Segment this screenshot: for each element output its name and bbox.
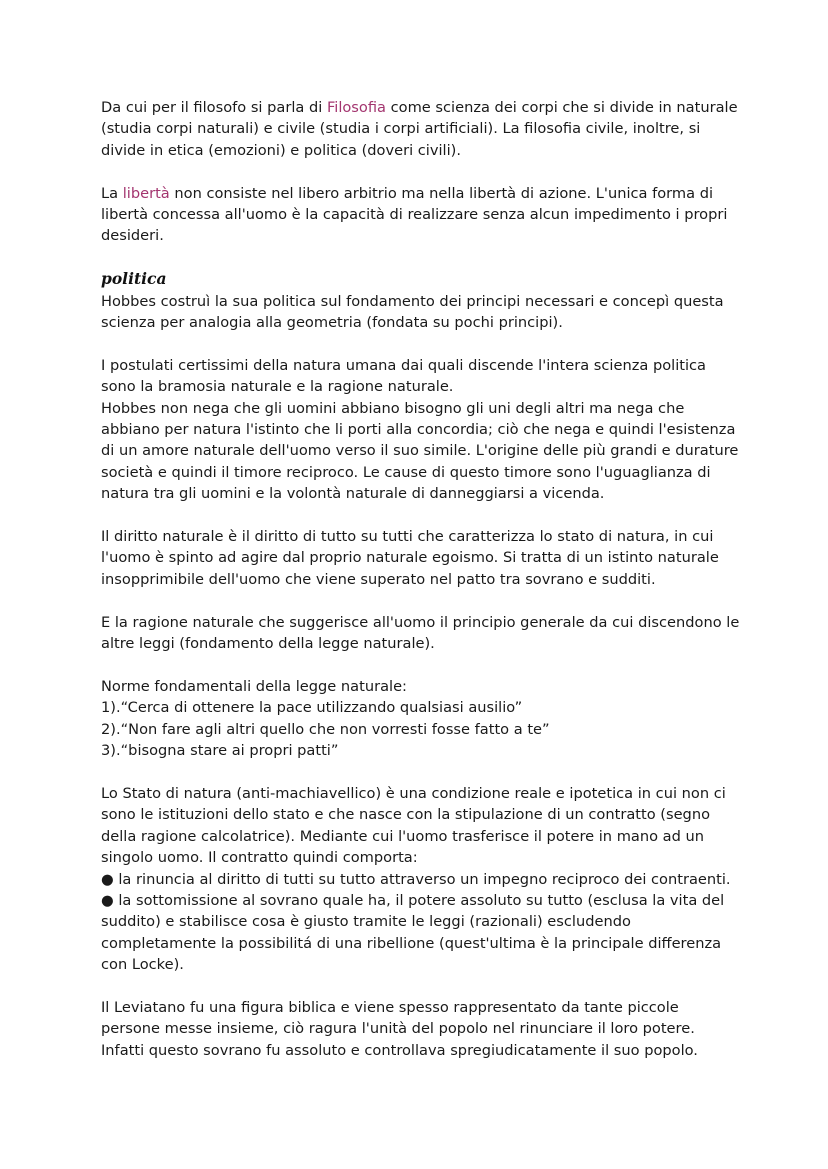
paragraph-postulati: I postulati certissimi della natura umana dai quali discende l'intera scienza politica sono la bramosia naturale e la ragione naturale. — [101, 356, 706, 396]
highlight-term-filosofia: Filosofia — [326, 99, 386, 116]
paragraph-text: Lo Stato di natura (anti-machiavellico) è una condizione reale e ipotetica in cui non ci sono le istituzioni dello stato e che nasce con la stipulazione di un contratto (segno della ragione calcolatrice). Mediante cui l'uomo trasferisce il potere in mano ad un singolo uomo. Il contratto quindi comporta: — [101, 784, 726, 867]
section-heading-politica: politica — [101, 269, 167, 289]
norms-intro: Norme fondamentali della legge naturale: — [101, 677, 407, 695]
bullet-item: ● la sottomissione al sovrano quale ha, il potere assoluto su tutto (esclusa la vita del suddito) e stabilisce cosa è giusto tramite le leggi (razionali) escludendo completamente la possibilitá di una ribellione (quest'ultima è la principale differenza con Locke). — [101, 891, 725, 974]
paragraph-text: non consiste nel libero arbitrio ma nella libertà di azione. L'unica forma di libertà concessa all'uomo è la capacità di realizzare senza alcun impedimento i propri desideri. — [101, 184, 728, 245]
norm-item: 3).“bisogna stare ai propri patti” — [101, 742, 339, 760]
paragraph-liberta — [101, 183, 741, 247]
paragraph-filosofia — [101, 97, 741, 161]
paragraph-leviatano: Il Leviatano fu una figura biblica e viene spesso rappresentato da tante piccole persone messe insieme, ciò ragura l'unità del popolo nel rinunciare il loro potere. Infatti questo sovrano fu assoluto e controllava spregiudicatamente il suo popolo. — [101, 998, 698, 1059]
paragraph-stato-di-natura — [101, 783, 741, 976]
norm-item: 2).“Non fare agli altri quello che non vorresti fosse fatto a te” — [101, 720, 550, 738]
paragraph-text: come scienza dei corpi che si divide in naturale (studia corpi naturali) e civile (studia i corpi artificiali). La filosofia civile, inoltre, si divide in etica (emozioni) e politica (doveri civili). — [101, 99, 738, 159]
bullet-item: ● la rinuncia al diritto di tutti su tutto attraverso un impegno reciproco dei contraenti. — [101, 870, 731, 888]
paragraph-politica-intro: Hobbes costruì la sua politica sul fondamento dei principi necessari e concepì questa scienza per analogia alla geometria (fondata su pochi principi). — [101, 292, 724, 332]
highlight-term-liberta: libertà — [122, 184, 170, 202]
norm-item: 1).“Cerca di ottenere la pace utilizzando qualsiasi ausilio” — [101, 699, 523, 717]
norms-list — [101, 676, 741, 762]
document-body — [101, 97, 741, 1083]
paragraph-timore: Hobbes non nega che gli uomini abbiano bisogno gli uni degli altri ma nega che abbiano per natura l'istinto che li porti alla concordia; ciò che nega e quindi l'esistenza di un amore naturale dell'uomo verso il suo simile. L'origine delle più grandi e durature società e quindi il timore reciproco. Le cause di questo timore sono l'uguaglianza di natura tra gli uomini e la volontà naturale di danneggiarsi a vicenda. — [101, 399, 739, 503]
paragraph-text: La — [101, 184, 123, 202]
paragraph-ragione-naturale: E la ragione naturale che suggerisce all'uomo il principio generale da cui discendono le altre leggi (fondamento della legge naturale). — [101, 613, 740, 653]
paragraph-text: Da cui per il filosofo si parla di — [101, 99, 327, 116]
paragraph-diritto-naturale: Il diritto naturale è il diritto di tutto su tutti che caratterizza lo stato di natura, in cui l'uomo è spinto ad agire dal proprio naturale egoismo. Si tratta di un istinto naturale insopprimibile dell'uomo che viene superato nel patto tra sovrano e sudditi. — [101, 528, 719, 588]
